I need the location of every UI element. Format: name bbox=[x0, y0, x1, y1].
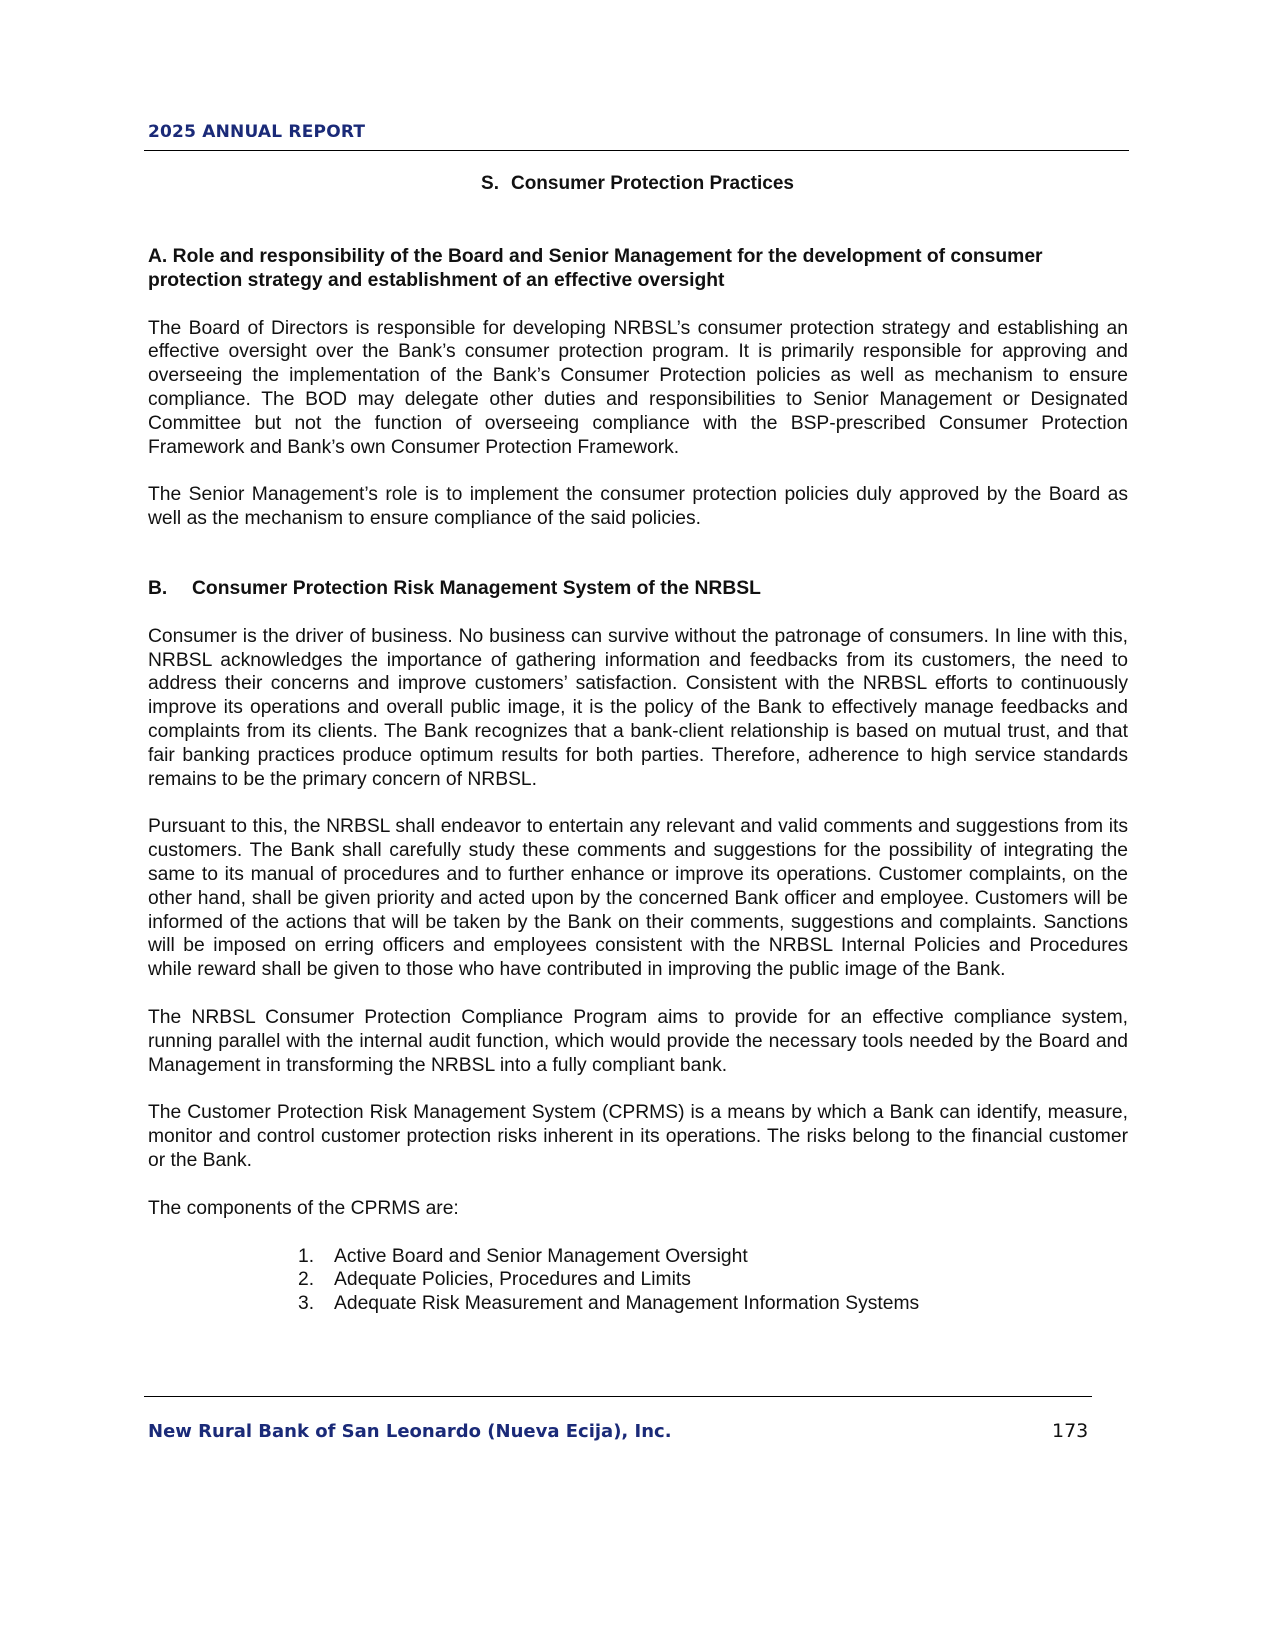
section-title-text: Consumer Protection Practices bbox=[510, 173, 794, 194]
part-b-paragraph-1: Consumer is the driver of business. No business can survive without the patronage of consumers. In line with this, NRBSL acknowledges the importance of gathering information and feedbacks from its customers, the need to address their concerns and improve customers’ satisfaction. Consistent with the NRBSL efforts to continuously improve its operations and overall public image, it is the policy of the Bank to effectively manage feedbacks and complaints from its clients. The Bank recognizes that a bank-client relationship is based on mutual trust, and that fair banking practices produce optimum results for both parties. Therefore, adherence to high service standards remains to be the primary concern of NRBSL. bbox=[148, 625, 1128, 790]
section-title bbox=[0, 173, 1275, 195]
part-a-paragraph-2: The Senior Management’s role is to implement the consumer protection policies duly approved by the Board as well as the mechanism to ensure compliance of the said policies. bbox=[148, 484, 1128, 530]
list-item bbox=[298, 1268, 1128, 1292]
components-list bbox=[298, 1245, 1128, 1316]
list-item-text: Adequate Risk Measurement and Management Information Systems bbox=[334, 1293, 920, 1315]
list-item-text: Adequate Policies, Procedures and Limits bbox=[334, 1269, 691, 1291]
part-b-heading bbox=[148, 577, 1128, 601]
report-header-title: 2025 ANNUAL REPORT bbox=[148, 122, 366, 142]
list-item-number: 3. bbox=[298, 1293, 315, 1315]
footer-divider bbox=[144, 1396, 1092, 1397]
header-divider bbox=[144, 150, 1129, 151]
part-b-paragraph-4: The Customer Protection Risk Management System (CPRMS) is a means by which a Bank can identify, measure, monitor and control customer protection risks inherent in its operations. The risks belong to the financial customer or the Bank. bbox=[148, 1102, 1128, 1171]
part-b-letter: B. bbox=[148, 577, 168, 599]
list-item bbox=[298, 1292, 1128, 1316]
part-a-heading: A. Role and responsibility of the Board and Senior Management for the development of consumer protection strategy and establishment of an effective oversight bbox=[148, 246, 1043, 291]
components-intro: The components of the CPRMS are: bbox=[148, 1197, 459, 1219]
list-item bbox=[298, 1245, 1128, 1269]
part-b-paragraph-3: The NRBSL Consumer Protection Compliance Program aims to provide for an effective compliance system, running parallel with the internal audit function, which would provide the necessary tools needed by the Board and Management in transforming the NRBSL into a fully compliant bank. bbox=[148, 1006, 1128, 1076]
part-b-heading-text: Consumer Protection Risk Management System of the NRBSL bbox=[192, 577, 761, 599]
list-item-text: Active Board and Senior Management Oversight bbox=[334, 1245, 748, 1267]
page-number: 173 bbox=[1052, 1420, 1089, 1442]
section-letter: S. bbox=[481, 173, 499, 194]
list-item-number: 2. bbox=[298, 1269, 315, 1291]
part-a-paragraph-1: The Board of Directors is responsible for developing NRBSL’s consumer protection strategy and establishing an effective oversight over the Bank’s consumer protection program. It is primarily responsible for approving and overseeing the implementation of the Bank’s Consumer Protection policies as well as mechanism to ensure compliance. The BOD may delegate other duties and responsibilities to Senior Management or Designated Committee but not the function of overseeing compliance with the BSP-prescribed Consumer Protection Framework and Bank’s own Consumer Protection Framework. bbox=[148, 317, 1128, 458]
document-body bbox=[148, 245, 1128, 1316]
footer-bank-name: New Rural Bank of San Leonardo (Nueva Ecija), Inc. bbox=[148, 1421, 672, 1442]
part-b-paragraph-2: Pursuant to this, the NRBSL shall endeavor to entertain any relevant and valid comments and suggestions from its customers. The Bank shall carefully study these comments and suggestions for the possibility of integrating the same to its manual of procedures and to further enhance or improve its operations. Customer complaints, on the other hand, shall be given priority and acted upon by the concerned Bank officer and employee. Customers will be informed of the actions that will be taken by the Bank on their comments, suggestions and complaints. Sanctions will be imposed on erring officers and employees consistent with the NRBSL Internal Policies and Procedures while reward shall be given to those who have contributed in improving the public image of the Bank. bbox=[148, 816, 1128, 981]
list-item-number: 1. bbox=[298, 1245, 315, 1267]
